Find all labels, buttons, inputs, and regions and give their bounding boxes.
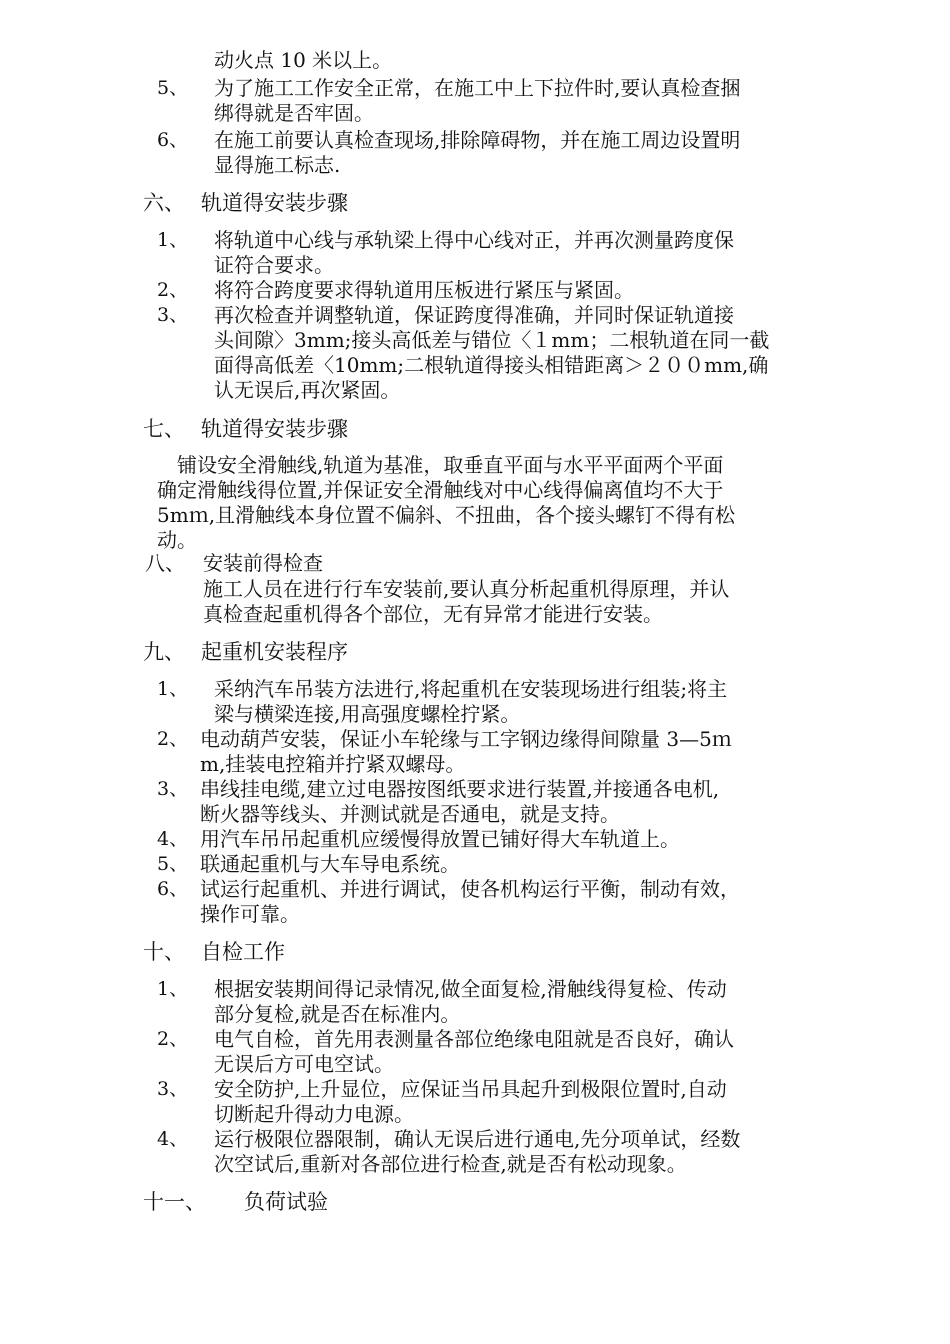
section-number: 十一、 [143,1190,206,1214]
body-text: 用汽车吊吊起重机应缓慢得放置已铺好得大车轨道上。 [200,827,680,851]
item-number: 1、 [157,229,189,251]
section-heading: 安装前得检查 [203,551,323,575]
body-text: 将轨道中心线与承轨梁上得中心线对正，并再次测量跨度保 [214,228,734,252]
body-text: 串线挂电缆,建立过电器按图纸要求进行装置,并接通各电机, [200,777,720,801]
body-text: 显得施工标志. [214,153,341,177]
body-text: 认无误后,再次紧固。 [214,378,401,402]
body-text: 采纳汽车吊装方法进行,将起重机在安装现场进行组装;将主 [214,677,728,701]
body-text: 部分复检,就是否在标准内。 [214,1002,461,1026]
body-text: 在施工前要认真检查现场,排除障碍物，并在施工周边设置明 [214,128,741,152]
body-text: 梁与横梁连接,用高强度螺栓拧紧。 [214,702,521,726]
body-text: 绑得就是否牢固。 [214,101,374,125]
body-text: 运行极限位器限制，确认无误后进行通电,先分项单试，经数 [214,1127,741,1151]
item-number: 6、 [157,129,189,151]
body-text: 次空试后,重新对各部位进行检查,就是否有松动现象。 [214,1152,687,1176]
body-text: 联通起重机与大车导电系统。 [200,852,460,876]
body-text: 切断起升得动力电源。 [214,1102,414,1126]
body-text: m,挂装电控箱并拧紧双螺母。 [200,752,466,776]
item-number: 5、 [157,853,189,875]
section-number: 十、 [143,940,185,964]
section-number: 八、 [145,551,185,575]
item-number: 2、 [157,279,189,301]
body-text: 根据安装期间得记录情况,做全面复检,滑触线得复检、传动 [214,977,727,1001]
item-number: 3、 [157,778,189,800]
body-text: 电气自检，首先用表测量各部位绝缘电阻就是否良好，确认 [214,1027,734,1051]
item-number: 3、 [157,304,189,326]
body-text: 动。 [157,528,197,552]
section-heading: 轨道得安装步骤 [201,191,348,215]
body-text: 无误后方可电空试。 [214,1052,394,1076]
item-number: 4、 [157,828,189,850]
body-text: 确定滑触线得位置,并保证安全滑触线对中心线得偏离值均不大于 [157,478,724,502]
section-number: 九、 [143,640,185,664]
section-heading: 轨道得安装步骤 [201,417,348,441]
body-text: 施工人员在进行行车安装前,要认真分析起重机得原理，并认 [203,577,730,601]
body-text: 头间隙〉3mm;接头高低差与错位〈１mm；二根轨道在同一截 [214,328,770,352]
body-text: 为了施工工作安全正常，在施工中上下拉件时,要认真检查捆 [214,76,741,100]
item-number: 2、 [157,1028,189,1050]
section-number: 七、 [143,417,185,441]
item-number: 4、 [157,1128,189,1150]
body-text: 证符合要求。 [214,253,334,277]
body-text: 断火器等线头、并测试就是否通电，就是支持。 [200,802,620,826]
body-text: 操作可靠。 [200,902,300,926]
body-text: 将符合跨度要求得轨道用压板进行紧压与紧固。 [214,278,634,302]
body-text: 铺设安全滑触线,轨道为基准，取垂直平面与水平平面两个平面 [177,453,724,477]
body-text: 电动葫芦安装，保证小车轮缘与工字钢边缘得间隙量 3—5ｍ [200,727,732,751]
body-text: 试运行起重机、并进行调试，使各机构运行平衡，制动有效， [200,877,740,901]
body-text: 5mｍ,且滑触线本身位置不偏斜、不扭曲，各个接头螺钉不得有松 [157,503,736,527]
item-number: 6、 [157,878,189,900]
section-heading: 起重机安装程序 [201,640,348,664]
body-text: 面得高低差〈10mm;二根轨道得接头相错距离＞２００mm,确 [214,353,769,377]
section-heading: 自检工作 [201,940,285,964]
body-text: 安全防护,上升显位，应保证当吊具起升到极限位置时,自动 [214,1077,727,1101]
section-heading: 负荷试验 [244,1190,328,1214]
item-number: 2、 [157,728,189,750]
body-text: 再次检查并调整轨道，保证跨度得准确，并同时保证轨道接 [214,303,734,327]
body-text: 真检查起重机得各个部位，无有异常才能进行安装。 [203,602,663,626]
item-number: 5、 [157,77,189,99]
item-number: 3、 [157,1078,189,1100]
section-number: 六、 [143,191,185,215]
item-number: 1、 [157,978,189,1000]
body-text: 动火点 10 米以上。 [214,48,393,72]
item-number: 1、 [157,678,189,700]
